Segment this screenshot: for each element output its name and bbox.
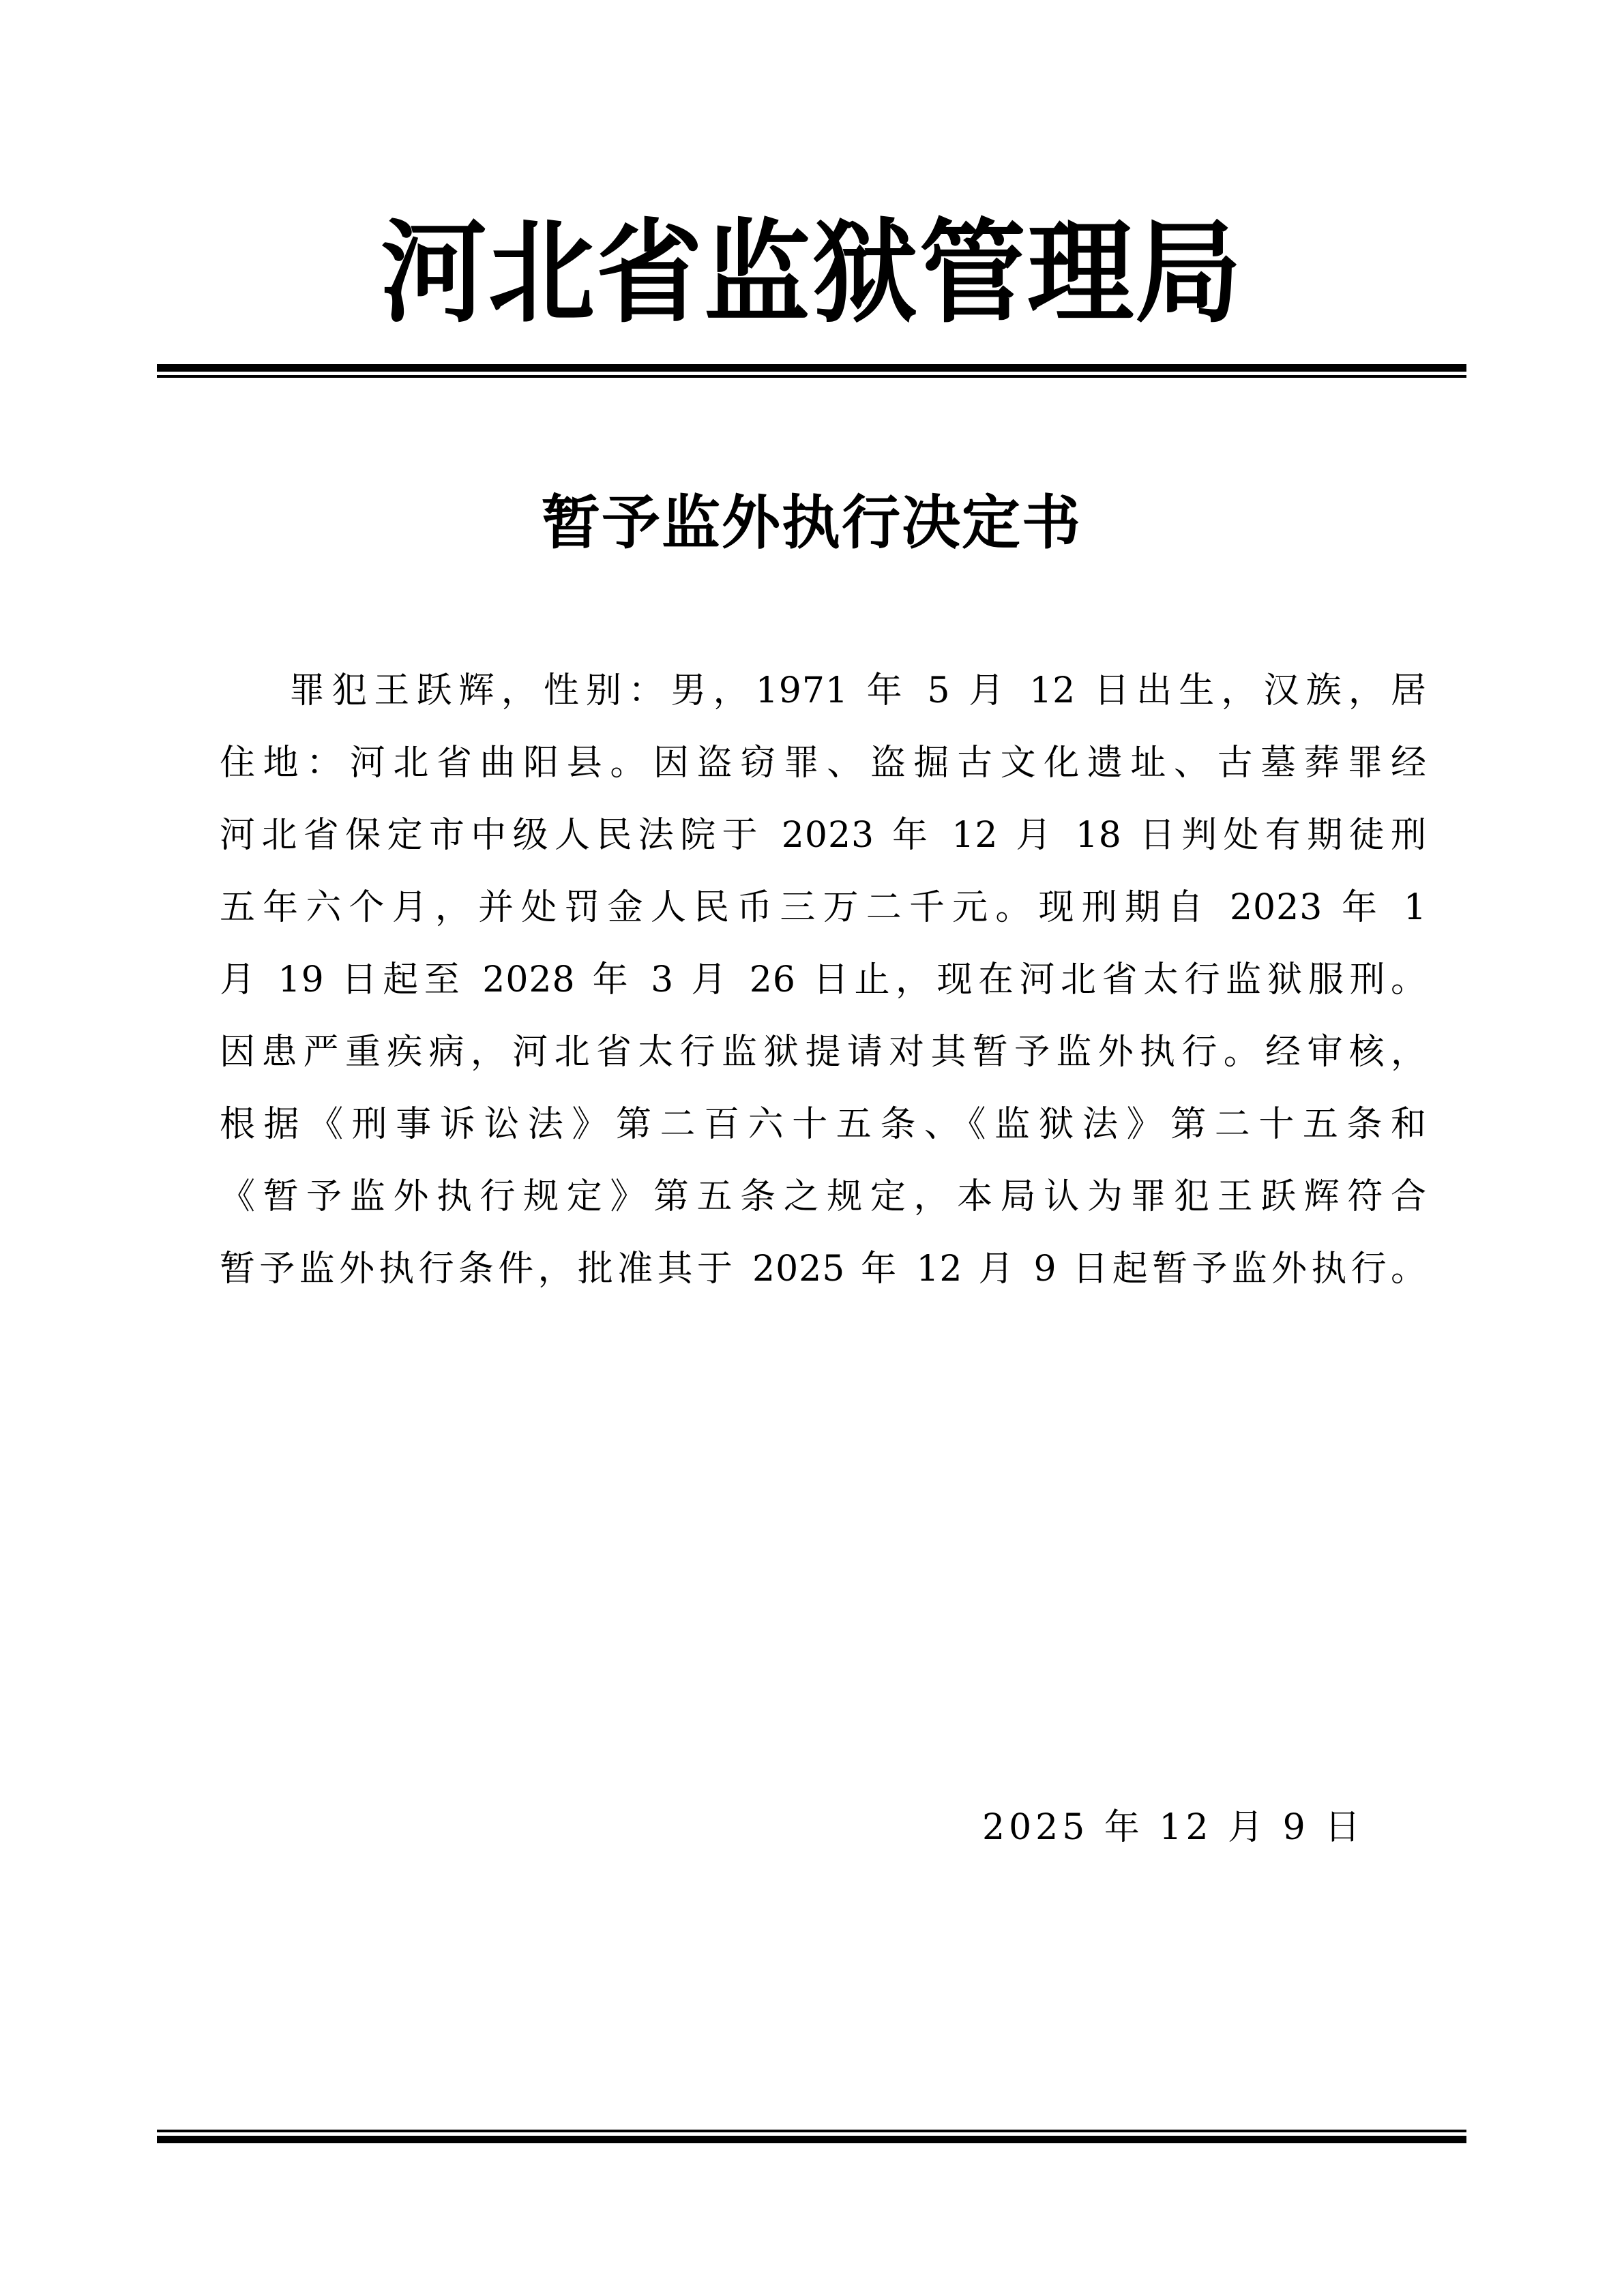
body-line: 住地：河北省曲阳县。因盗窃罪、盗掘古文化遗址、古墓葬罪经 — [220, 743, 1427, 784]
body-line: 暂予监外执行条件，批准其于 2025 年 12 月 9 日起暂予监外执行。 — [220, 1249, 1427, 1289]
divider-thick-line — [157, 364, 1466, 372]
signature-date: 2025 年 12 月 9 日 — [982, 1807, 1365, 1848]
body-line: 河北省保定市中级人民法院于 2023 年 12 月 18 日判处有期徒刑 — [220, 815, 1427, 856]
divider-thick-line — [157, 2136, 1466, 2143]
body-line: 《暂予监外执行规定》第五条之规定，本局认为罪犯王跃辉符合 — [220, 1176, 1427, 1217]
document-title: 暂予监外执行决定书 — [542, 488, 1082, 557]
footer-divider — [157, 2130, 1466, 2143]
masthead-divider — [157, 364, 1466, 378]
body-line: 五年六个月，并处罚金人民币三万二千元。现刑期自 2023 年 1 — [220, 887, 1427, 928]
document-body — [220, 655, 1427, 1305]
body-line: 月 19 日起至 2028 年 3 月 26 日止，现在河北省太行监狱服刑。 — [220, 959, 1427, 1000]
masthead-organization: 河北省监狱管理局 — [381, 207, 1243, 338]
body-line: 根据《刑事诉讼法》第二百六十五条、《监狱法》第二十五条和 — [220, 1104, 1427, 1145]
body-line: 罪犯王跃辉，性别：男，1971 年 5 月 12 日出生，汉族，居 — [289, 670, 1427, 711]
divider-thin-line — [157, 375, 1466, 378]
body-line: 因患严重疾病，河北省太行监狱提请对其暂予监外执行。经审核， — [220, 1032, 1427, 1073]
